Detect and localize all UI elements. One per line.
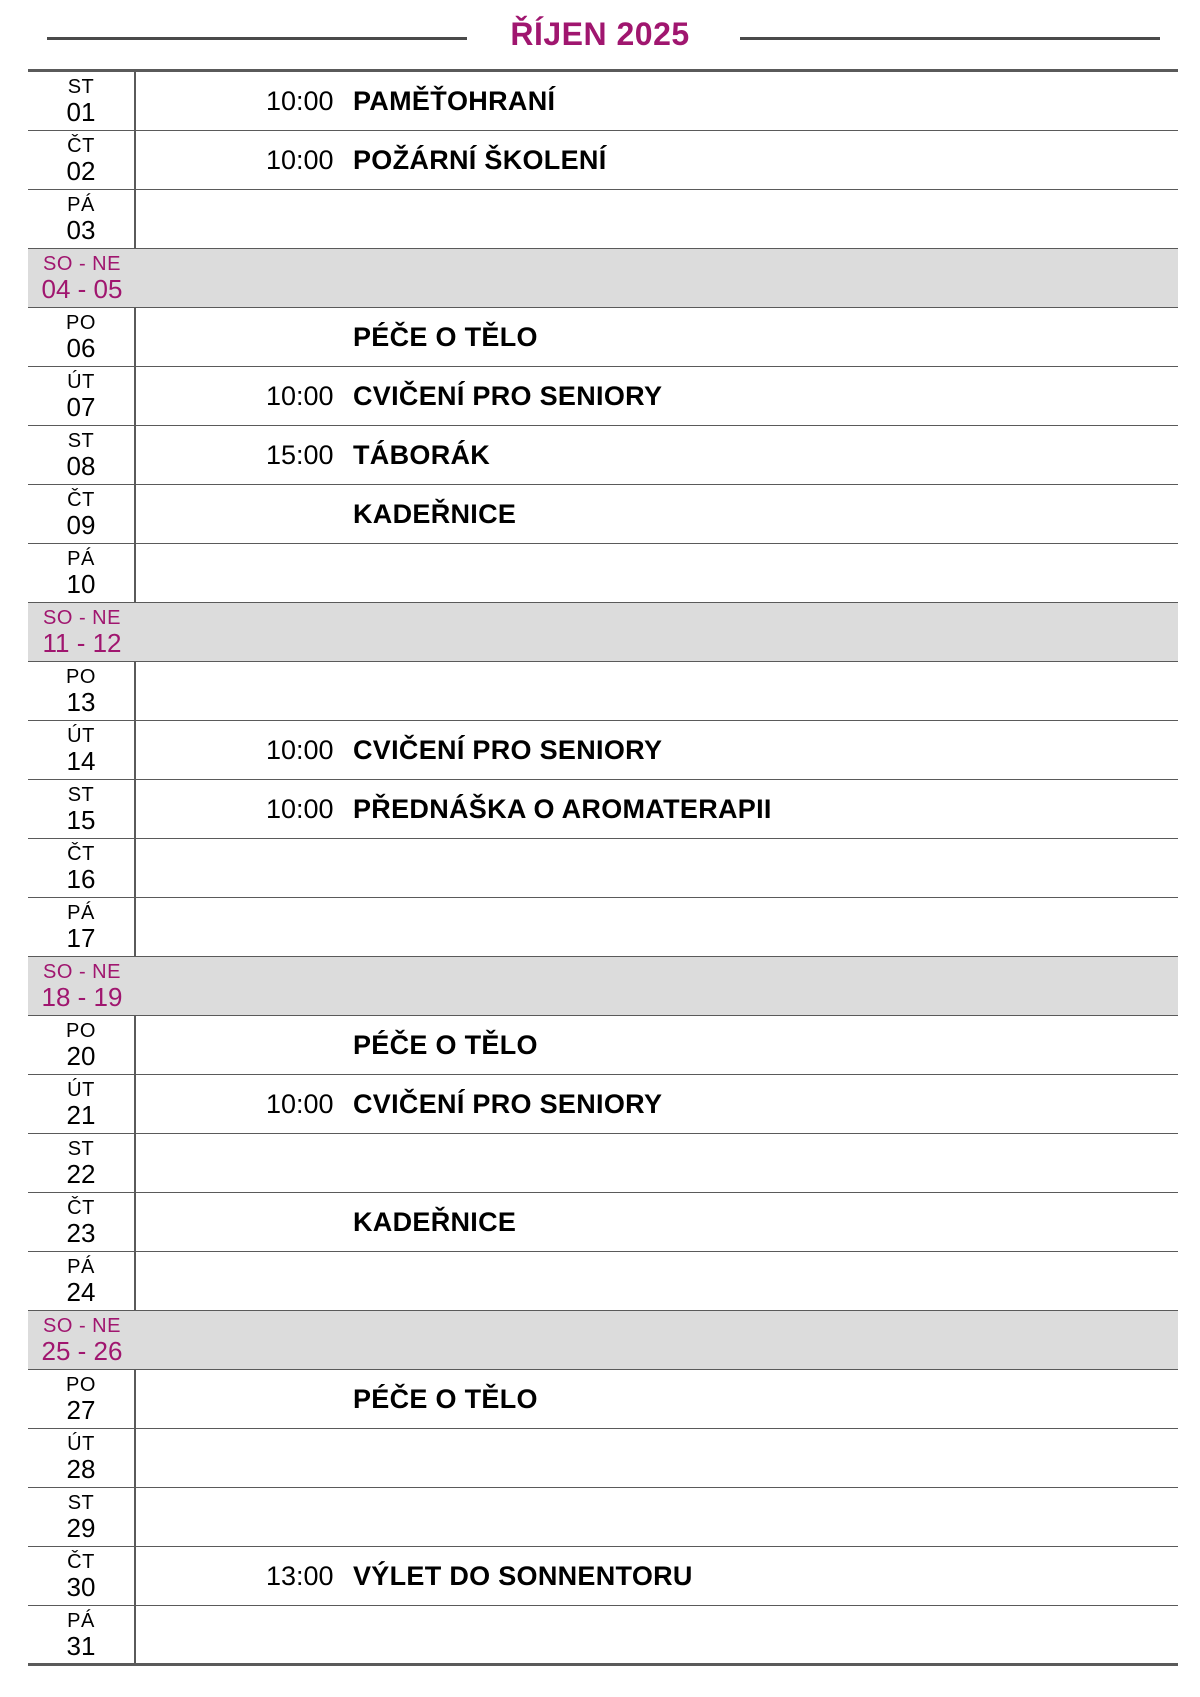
day-of-week: SO - NE <box>43 1315 121 1337</box>
day-row <box>28 1370 1178 1429</box>
day-number: 14 <box>66 746 96 776</box>
event-cell <box>136 1311 1178 1369</box>
event-cell <box>136 1193 1178 1251</box>
day-row <box>28 1429 1178 1488</box>
day-of-week: ČT <box>67 135 95 157</box>
day-row <box>28 1016 1178 1075</box>
event-cell <box>136 1606 1178 1663</box>
day-number: 11 - 12 <box>42 628 122 658</box>
event-cell <box>136 1075 1178 1133</box>
event-cell <box>136 603 1178 661</box>
event-title: PÉČE O TĚLO <box>353 1383 538 1414</box>
day-number: 30 <box>66 1572 96 1602</box>
event-cell <box>136 1370 1178 1428</box>
day-row <box>28 662 1178 721</box>
day-number: 07 <box>66 392 96 422</box>
day-of-week: SO - NE <box>43 607 121 629</box>
event-title: CVIČENÍ PRO SENIORY <box>353 1088 663 1119</box>
day-row <box>28 780 1178 839</box>
weekend-row <box>28 603 1178 662</box>
day-number: 28 <box>66 1454 96 1484</box>
date-cell <box>28 957 136 1015</box>
event-cell <box>136 1429 1178 1487</box>
event-time: 10:00 <box>266 144 334 175</box>
day-row <box>28 131 1178 190</box>
day-number: 15 <box>66 805 96 835</box>
date-cell <box>28 426 136 484</box>
day-of-week: PÁ <box>67 902 95 924</box>
event-time: 13:00 <box>266 1560 334 1591</box>
event-cell <box>136 839 1178 897</box>
date-cell <box>28 1547 136 1605</box>
event-title: POŽÁRNÍ ŠKOLENÍ <box>353 144 607 175</box>
day-row <box>28 1134 1178 1193</box>
day-of-week: PÁ <box>67 194 95 216</box>
day-number: 02 <box>66 156 96 186</box>
date-cell <box>28 1016 136 1074</box>
day-number: 18 - 19 <box>41 982 123 1012</box>
event-title: CVIČENÍ PRO SENIORY <box>353 734 663 765</box>
date-cell <box>28 780 136 838</box>
event-time: 10:00 <box>266 1088 334 1119</box>
day-number: 20 <box>66 1041 96 1071</box>
day-row <box>28 1193 1178 1252</box>
day-row <box>28 426 1178 485</box>
day-of-week: PO <box>66 1020 96 1042</box>
day-number: 04 - 05 <box>41 274 123 304</box>
event-cell <box>136 1488 1178 1546</box>
day-number: 09 <box>66 510 96 540</box>
date-cell <box>28 1311 136 1369</box>
day-of-week: SO - NE <box>43 253 121 275</box>
date-cell <box>28 898 136 956</box>
page-header <box>0 0 1200 70</box>
day-number: 10 <box>66 569 96 599</box>
header-divider-right <box>740 37 1160 40</box>
day-of-week: ST <box>67 784 95 806</box>
date-cell <box>28 603 136 661</box>
date-cell <box>28 1134 136 1192</box>
day-number: 31 <box>66 1630 96 1661</box>
day-of-week: PO <box>66 666 96 688</box>
day-row <box>28 485 1178 544</box>
event-time: 15:00 <box>266 439 334 470</box>
event-cell <box>136 190 1178 248</box>
date-cell <box>28 721 136 779</box>
day-of-week: ČT <box>67 489 95 511</box>
event-cell <box>136 721 1178 779</box>
day-of-week: ÚT <box>67 1433 95 1455</box>
date-cell <box>28 367 136 425</box>
date-cell <box>28 1252 136 1310</box>
day-row <box>28 839 1178 898</box>
day-row <box>28 72 1178 131</box>
date-cell <box>28 544 136 602</box>
day-number: 29 <box>66 1513 96 1543</box>
day-row <box>28 1075 1178 1134</box>
event-cell <box>136 1016 1178 1074</box>
month-calendar <box>28 69 1178 1666</box>
day-of-week: ČT <box>67 843 95 865</box>
date-cell <box>28 1193 136 1251</box>
event-time: 10:00 <box>266 793 334 824</box>
day-number: 27 <box>66 1395 96 1425</box>
day-row <box>28 1606 1178 1666</box>
day-number: 23 <box>66 1218 96 1248</box>
date-cell <box>28 1370 136 1428</box>
day-row <box>28 367 1178 426</box>
day-number: 21 <box>66 1100 96 1130</box>
event-cell <box>136 780 1178 838</box>
day-row <box>28 1252 1178 1311</box>
day-row <box>28 898 1178 957</box>
day-of-week: SO - NE <box>43 961 121 983</box>
event-cell <box>136 1134 1178 1192</box>
date-cell <box>28 308 136 366</box>
day-of-week: ČT <box>67 1551 95 1573</box>
day-of-week: ST <box>67 1138 95 1160</box>
event-title: PÉČE O TĚLO <box>353 1029 538 1060</box>
day-of-week: PÁ <box>67 1256 95 1278</box>
day-of-week: ST <box>67 1492 95 1514</box>
event-cell <box>136 957 1178 1015</box>
day-number: 06 <box>66 333 96 363</box>
event-cell <box>136 72 1178 130</box>
day-row <box>28 190 1178 249</box>
day-number: 17 <box>66 923 96 953</box>
event-title: CVIČENÍ PRO SENIORY <box>353 380 663 411</box>
date-cell <box>28 72 136 130</box>
day-number: 13 <box>66 687 96 717</box>
event-cell <box>136 1252 1178 1310</box>
day-of-week: ST <box>67 430 95 452</box>
event-cell <box>136 426 1178 484</box>
day-row <box>28 308 1178 367</box>
event-title: KADEŘNICE <box>353 1206 517 1237</box>
event-cell <box>136 544 1178 602</box>
event-cell <box>136 485 1178 543</box>
day-number: 22 <box>66 1159 96 1189</box>
date-cell <box>28 839 136 897</box>
event-cell <box>136 308 1178 366</box>
day-of-week: ČT <box>67 1197 95 1219</box>
event-cell <box>136 1547 1178 1605</box>
event-title: KADEŘNICE <box>353 498 517 529</box>
event-title: PAMĚŤOHRANÍ <box>353 85 556 116</box>
weekend-row <box>28 957 1178 1016</box>
event-time: 10:00 <box>266 380 334 411</box>
event-cell <box>136 131 1178 189</box>
day-of-week: PÁ <box>67 1609 95 1632</box>
day-of-week: PO <box>66 1374 96 1396</box>
day-number: 08 <box>66 451 96 481</box>
event-time: 10:00 <box>266 734 334 765</box>
event-cell <box>136 367 1178 425</box>
day-number: 25 - 26 <box>41 1336 123 1366</box>
day-row <box>28 1547 1178 1606</box>
date-cell <box>28 249 136 307</box>
day-number: 24 <box>66 1277 96 1307</box>
day-number: 16 <box>66 864 96 894</box>
day-row <box>28 721 1178 780</box>
weekend-row <box>28 1311 1178 1370</box>
event-cell <box>136 662 1178 720</box>
day-of-week: ÚT <box>67 371 95 393</box>
event-title: PŘEDNÁŠKA O AROMATERAPII <box>353 793 772 824</box>
event-cell <box>136 898 1178 956</box>
day-number: 01 <box>66 97 96 127</box>
day-of-week: ST <box>67 76 95 98</box>
date-cell <box>28 1429 136 1487</box>
weekend-row <box>28 249 1178 308</box>
date-cell <box>28 190 136 248</box>
event-title: PÉČE O TĚLO <box>353 321 538 352</box>
date-cell <box>28 1606 136 1663</box>
day-of-week: ÚT <box>67 1079 95 1101</box>
day-of-week: PO <box>66 312 96 334</box>
event-title: VÝLET DO SONNENTORU <box>353 1560 693 1591</box>
page-title: ŘÍJEN 2025 <box>510 16 690 52</box>
event-title: TÁBORÁK <box>353 439 491 470</box>
date-cell <box>28 1075 136 1133</box>
day-row <box>28 1488 1178 1547</box>
day-of-week: PÁ <box>67 548 95 570</box>
event-cell <box>136 249 1178 307</box>
date-cell <box>28 662 136 720</box>
day-of-week: ÚT <box>67 725 95 747</box>
date-cell <box>28 485 136 543</box>
date-cell <box>28 131 136 189</box>
event-time: 10:00 <box>266 85 334 116</box>
day-number: 03 <box>66 215 96 245</box>
day-row <box>28 544 1178 603</box>
date-cell <box>28 1488 136 1546</box>
